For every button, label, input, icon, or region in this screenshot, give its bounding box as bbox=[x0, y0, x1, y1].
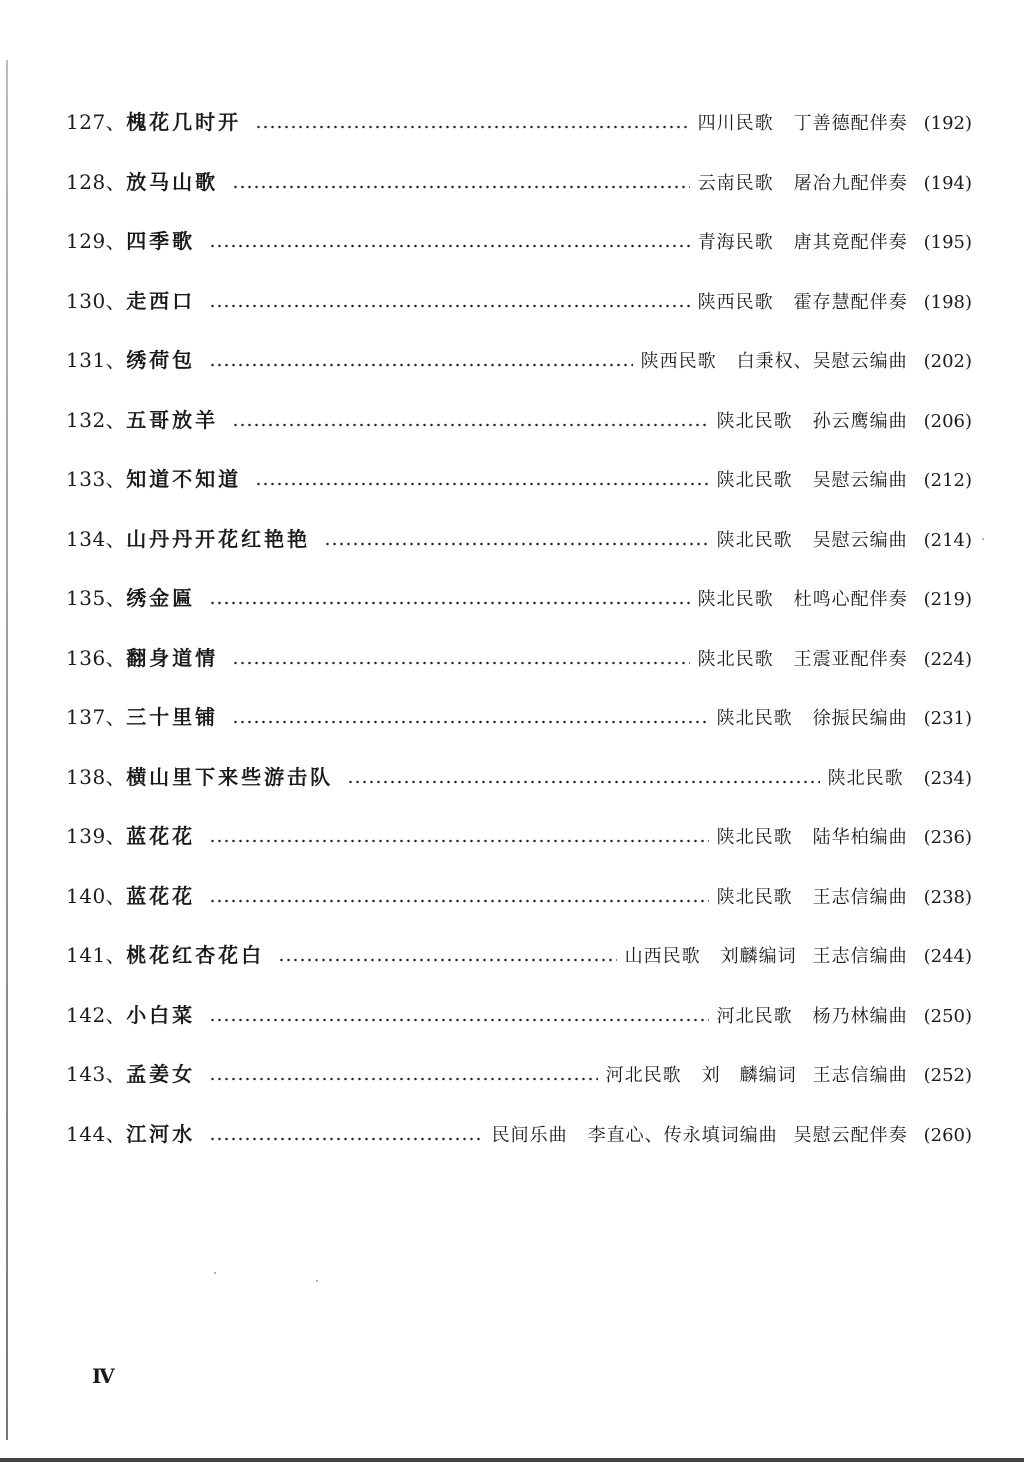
scan-speck bbox=[316, 1280, 318, 1282]
entry-source: 山西民歌 bbox=[624, 946, 701, 967]
entry-title: 孟姜女 bbox=[126, 1062, 196, 1086]
entry-source: 青海民歌 bbox=[697, 232, 774, 253]
entry-source: 四川民歌 bbox=[697, 113, 774, 134]
dot-leader bbox=[209, 1008, 708, 1022]
entry-credit: 霍存慧配伴奏 bbox=[793, 291, 908, 313]
entry-source: 陕北民歌 bbox=[697, 648, 774, 670]
entry-page-ref: (219) bbox=[923, 589, 972, 610]
entry-title: 小白菜 bbox=[126, 1002, 196, 1027]
entry-source: 陕北民歌 bbox=[716, 529, 793, 551]
entry-title: 三十里铺 bbox=[126, 705, 219, 729]
toc-entry[interactable] bbox=[66, 1058, 972, 1118]
dot-leader bbox=[209, 234, 689, 248]
dot-leader bbox=[232, 175, 689, 189]
entry-credit: 杨乃林编曲 bbox=[812, 1005, 908, 1027]
entry-source: 陕北民歌 bbox=[716, 708, 793, 729]
dot-leader bbox=[232, 710, 708, 724]
entry-title: 桃花红杏花白 bbox=[126, 943, 265, 967]
dot-leader bbox=[324, 532, 708, 546]
entry-number: 133、 bbox=[66, 467, 127, 491]
dot-leader bbox=[209, 1127, 483, 1141]
entry-title: 槐花几时开 bbox=[126, 110, 242, 134]
entry-credit: 吴慰云配伴奏 bbox=[793, 1124, 908, 1146]
entry-credit: 李直心、传永填词编曲 bbox=[587, 1124, 778, 1146]
toc-entry[interactable] bbox=[66, 225, 972, 285]
toc-entry[interactable] bbox=[66, 344, 972, 404]
toc-entry[interactable] bbox=[66, 463, 972, 523]
toc-entry[interactable] bbox=[66, 166, 972, 226]
entry-page-ref: (236) bbox=[923, 827, 972, 848]
entry-title: 横山里下来些游击队 bbox=[126, 764, 334, 789]
entry-page-ref: (212) bbox=[923, 470, 972, 491]
entry-page-ref: (194) bbox=[923, 172, 972, 194]
entry-number: 129、 bbox=[66, 229, 127, 253]
dot-leader bbox=[255, 472, 708, 486]
toc-entry[interactable] bbox=[66, 404, 972, 464]
entry-source: 陕北民歌 bbox=[827, 767, 904, 789]
entry-title: 翻身道情 bbox=[126, 645, 219, 670]
entry-source: 陕北民歌 bbox=[716, 410, 793, 432]
entry-title: 绣荷包 bbox=[126, 348, 196, 372]
scan-speck bbox=[982, 538, 984, 540]
dot-leader bbox=[278, 948, 616, 962]
toc-entry[interactable] bbox=[66, 761, 972, 821]
entry-page-ref: (224) bbox=[923, 648, 972, 670]
entry-credit: 唐其竟配伴奏 bbox=[793, 232, 908, 253]
entry-title: 蓝花花 bbox=[126, 883, 196, 908]
entry-title: 走西口 bbox=[126, 288, 196, 313]
entry-credit: 吴慰云编曲 bbox=[812, 529, 908, 551]
entry-credit: 王志信编曲 bbox=[812, 1065, 908, 1086]
dot-leader bbox=[209, 591, 689, 605]
toc-entry[interactable] bbox=[66, 1118, 972, 1178]
entry-number: 130、 bbox=[66, 288, 127, 313]
toc-entry[interactable] bbox=[66, 285, 972, 345]
entry-number: 128、 bbox=[66, 169, 127, 194]
entry-number: 137、 bbox=[66, 705, 127, 729]
entry-number: 141、 bbox=[66, 943, 127, 967]
entry-number: 138、 bbox=[66, 764, 127, 789]
entry-number: 127、 bbox=[66, 110, 127, 134]
scan-speck bbox=[214, 1272, 216, 1274]
toc-entry[interactable] bbox=[66, 939, 972, 999]
entry-credit: 屠冶九配伴奏 bbox=[793, 172, 908, 194]
entry-page-ref: (192) bbox=[923, 113, 972, 134]
toc-entry[interactable] bbox=[66, 701, 972, 761]
dot-leader bbox=[209, 294, 689, 308]
dot-leader bbox=[209, 829, 708, 843]
entry-title: 放马山歌 bbox=[126, 169, 219, 194]
entry-title: 山丹丹开花红艳艳 bbox=[126, 526, 311, 551]
entry-source: 云南民歌 bbox=[697, 172, 774, 194]
entry-number: 143、 bbox=[66, 1062, 127, 1086]
toc-entry[interactable] bbox=[66, 820, 972, 880]
entry-source: 陕北民歌 bbox=[697, 589, 774, 610]
entry-credit: 刘 麟编词 bbox=[701, 1065, 797, 1086]
entry-page-ref: (260) bbox=[923, 1124, 972, 1146]
entry-number: 135、 bbox=[66, 586, 127, 610]
entry-source: 陕北民歌 bbox=[716, 827, 793, 848]
scan-left-edge bbox=[6, 60, 8, 1440]
table-of-contents bbox=[66, 106, 972, 1177]
entry-source: 民间乐曲 bbox=[491, 1124, 568, 1146]
entry-page-ref: (244) bbox=[923, 946, 972, 967]
entry-title: 五哥放羊 bbox=[126, 407, 219, 432]
entry-title: 绣金匾 bbox=[126, 586, 196, 610]
dot-leader bbox=[232, 413, 708, 427]
toc-entry[interactable] bbox=[66, 999, 972, 1059]
entry-credit: 白秉权、吴慰云编曲 bbox=[736, 351, 908, 372]
entry-source: 陕西民歌 bbox=[640, 351, 717, 372]
entry-page-ref: (250) bbox=[923, 1005, 972, 1027]
dot-leader bbox=[255, 115, 689, 129]
entry-source: 陕西民歌 bbox=[697, 291, 774, 313]
entry-page-ref: (195) bbox=[923, 232, 972, 253]
toc-entry[interactable] bbox=[66, 523, 972, 583]
entry-page-ref: (202) bbox=[923, 351, 972, 372]
entry-credit: 刘麟编词 bbox=[720, 946, 797, 967]
toc-entry[interactable] bbox=[66, 642, 972, 702]
dot-leader bbox=[347, 770, 819, 784]
entry-credit: 徐振民编曲 bbox=[812, 708, 908, 729]
entry-page-ref: (214) bbox=[923, 529, 972, 551]
dot-leader bbox=[209, 889, 708, 903]
entry-page-ref: (206) bbox=[923, 410, 972, 432]
entry-title: 江河水 bbox=[126, 1121, 196, 1146]
entry-credit: 王震亚配伴奏 bbox=[793, 648, 908, 670]
dot-leader bbox=[209, 1067, 597, 1081]
entry-number: 139、 bbox=[66, 824, 127, 848]
entry-number: 131、 bbox=[66, 348, 127, 372]
scan-bottom-edge bbox=[0, 1458, 1024, 1462]
entry-source: 河北民歌 bbox=[605, 1065, 682, 1086]
entry-credit: 杜鸣心配伴奏 bbox=[793, 589, 908, 610]
entry-page-ref: (252) bbox=[923, 1065, 972, 1086]
entry-credit: 孙云鹰编曲 bbox=[812, 410, 908, 432]
entry-page-ref: (234) bbox=[923, 767, 972, 789]
entry-number: 132、 bbox=[66, 407, 127, 432]
entry-credit: 吴慰云编曲 bbox=[812, 470, 908, 491]
entry-number: 142、 bbox=[66, 1002, 127, 1027]
entry-page-ref: (238) bbox=[923, 886, 972, 908]
entry-title: 知道不知道 bbox=[126, 467, 242, 491]
toc-entry[interactable] bbox=[66, 582, 972, 642]
entry-source: 陕北民歌 bbox=[716, 886, 793, 908]
entry-source: 河北民歌 bbox=[716, 1005, 793, 1027]
page-number: Ⅳ bbox=[92, 1364, 115, 1388]
entry-page-ref: (231) bbox=[923, 708, 972, 729]
entry-credit: 王志信编曲 bbox=[812, 886, 908, 908]
entry-credit: 陆华柏编曲 bbox=[812, 827, 908, 848]
dot-leader bbox=[209, 353, 632, 367]
entry-number: 134、 bbox=[66, 526, 127, 551]
entry-number: 140、 bbox=[66, 883, 127, 908]
entry-credit: 王志信编曲 bbox=[812, 946, 908, 967]
toc-entry[interactable] bbox=[66, 880, 972, 940]
entry-credit: 丁善德配伴奏 bbox=[793, 113, 908, 134]
entry-title: 蓝花花 bbox=[126, 824, 196, 848]
entry-number: 144、 bbox=[66, 1121, 127, 1146]
entry-number: 136、 bbox=[66, 645, 127, 670]
entry-title: 四季歌 bbox=[126, 229, 196, 253]
entry-page-ref: (198) bbox=[923, 291, 972, 313]
toc-entry[interactable] bbox=[66, 106, 972, 166]
entry-source: 陕北民歌 bbox=[716, 470, 793, 491]
dot-leader bbox=[232, 651, 689, 665]
